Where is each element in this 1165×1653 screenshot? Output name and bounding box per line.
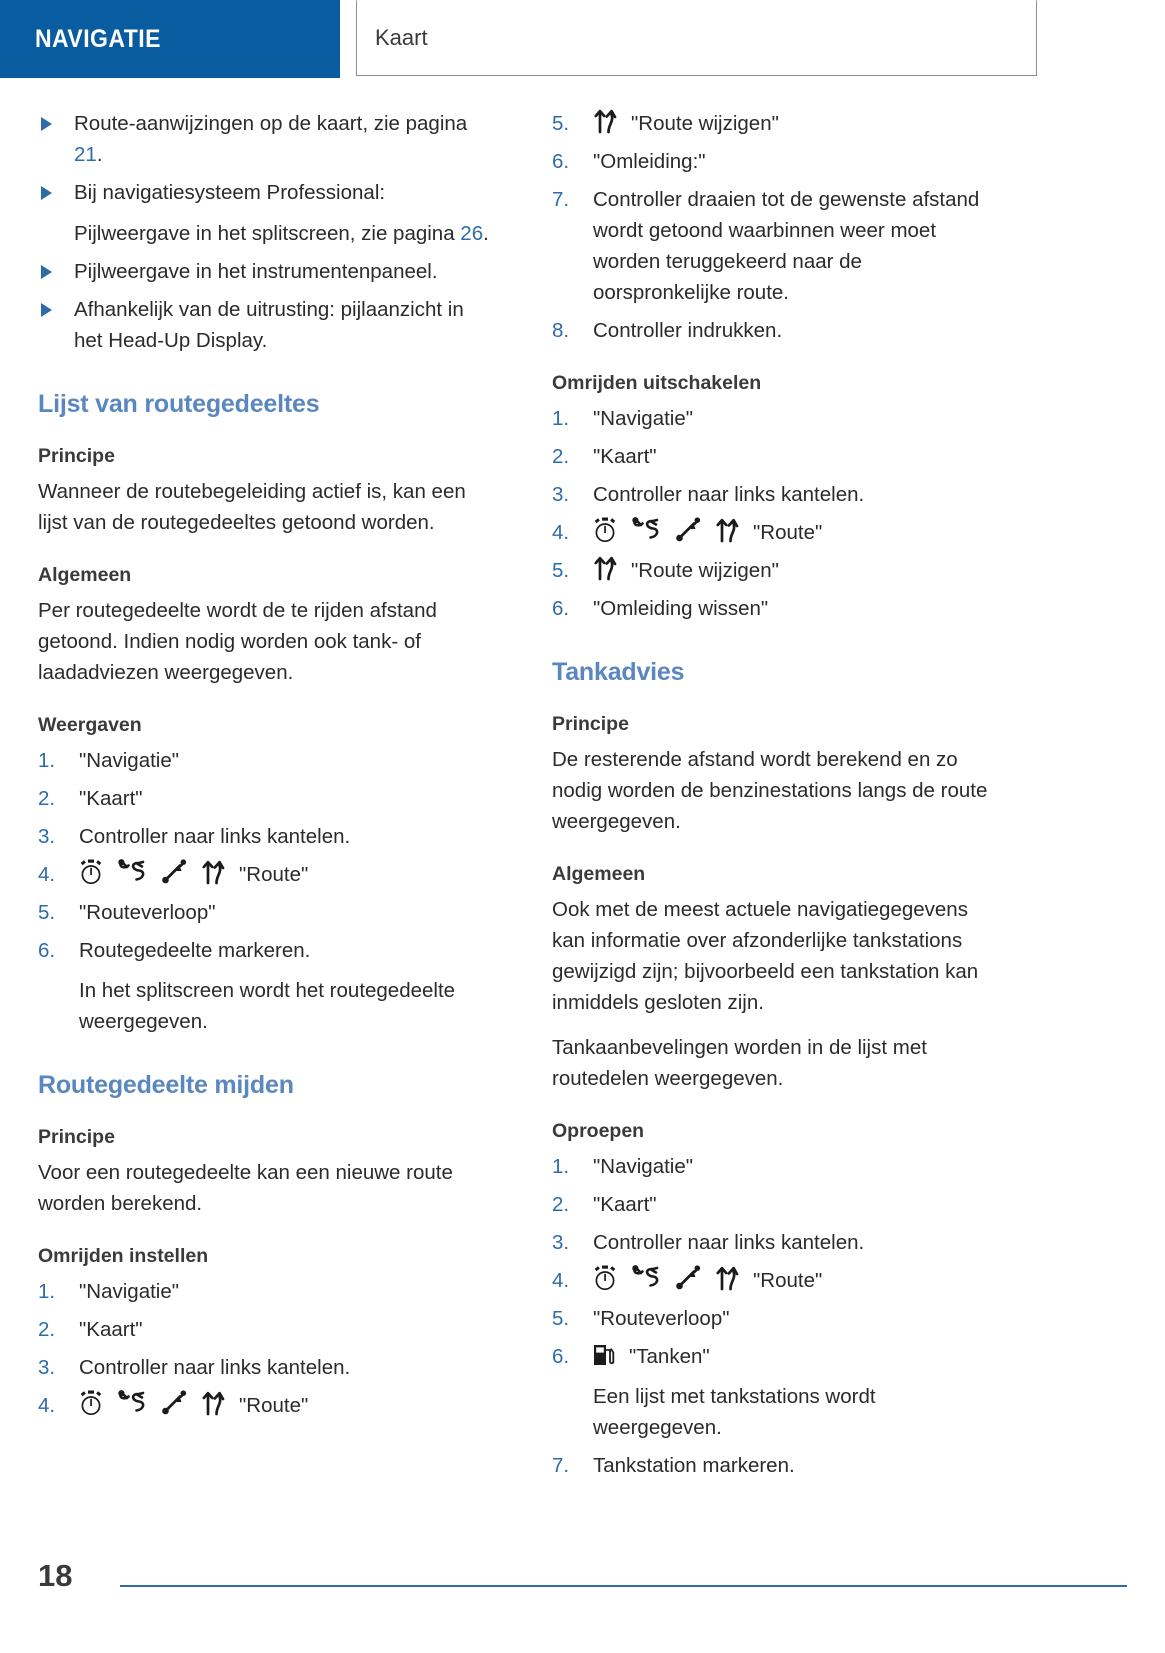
body-paragraph: Voor een routegedeelte kan een nieuwe route worden berekend.	[38, 1161, 453, 1215]
step-number: 1.	[552, 407, 570, 430]
step-number: 5.	[552, 559, 570, 582]
step-number: 1.	[38, 749, 56, 772]
triangle-bullet-list	[38, 108, 490, 356]
triangle-bullet-icon	[41, 117, 52, 131]
step-label: "Route"	[753, 1269, 823, 1292]
step-label: "Route wijzigen"	[631, 559, 779, 582]
step-number: 2.	[38, 787, 56, 810]
sub-heading: Weergaven	[38, 714, 142, 736]
section-heading: Routegedeelte mijden	[38, 1071, 294, 1099]
numbered-step	[38, 1390, 490, 1421]
numbered-step	[552, 441, 1004, 472]
step-label: "Routeverloop"	[593, 1307, 730, 1330]
numbered-step	[38, 783, 490, 814]
body-paragraph: Tankaanbevelingen worden in de lijst met routedelen weergegeven.	[552, 1036, 927, 1090]
numbered-list	[38, 745, 490, 1037]
sub-heading: Omrijden uitschakelen	[552, 372, 762, 394]
route-waypoints-icon	[161, 859, 187, 885]
chapter-tag-label: NAVIGATIE	[34, 24, 161, 53]
step-label: "Omleiding:"	[593, 150, 706, 173]
step-number: 7.	[552, 188, 570, 211]
step-number: 3.	[552, 483, 570, 506]
step-number: 3.	[552, 1231, 570, 1254]
numbered-step	[552, 517, 1004, 548]
numbered-step	[552, 108, 1004, 139]
numbered-step	[552, 315, 1004, 346]
step-number: 3.	[38, 825, 56, 848]
route-fork-icon	[593, 555, 617, 581]
stopwatch-icon	[593, 1265, 617, 1291]
numbered-step	[552, 555, 1004, 586]
winding-road-icon	[631, 517, 661, 543]
step-number: 5.	[552, 1307, 570, 1330]
step-number: 6.	[552, 150, 570, 173]
step-number: 4.	[38, 863, 56, 886]
bullet-text: Route-aanwijzingen op de kaart, zie pagina	[74, 112, 468, 135]
sub-heading: Principe	[38, 1126, 115, 1148]
sub-heading: Principe	[552, 713, 629, 735]
step-number: 6.	[38, 939, 56, 962]
step-label: Controller draaien tot de gewenste afstand wordt getoond waarbinnen weer moet worden teruggekeerd naar de oorspronkelijke route.	[593, 188, 980, 304]
numbered-step	[38, 745, 490, 776]
winding-road-icon	[117, 859, 147, 885]
step-label: "Route"	[239, 1394, 309, 1417]
numbered-step	[552, 146, 1004, 177]
step-label: Controller naar links kantelen.	[593, 1231, 865, 1254]
step-label: "Route wijzigen"	[631, 112, 779, 135]
step-number: 2.	[552, 1193, 570, 1216]
numbered-step	[38, 1276, 490, 1307]
numbered-step	[552, 1151, 1004, 1182]
step-label: Tankstation markeren.	[593, 1454, 795, 1477]
step-number: 4.	[38, 1394, 56, 1417]
step-label: "Kaart"	[79, 787, 143, 810]
triangle-bullet-icon	[41, 186, 52, 200]
step-label: Controller naar links kantelen.	[79, 1356, 351, 1379]
numbered-step	[38, 859, 490, 890]
bullet-item: Route-aanwijzingen op de kaart, zie pagina 21.	[38, 108, 490, 170]
winding-road-icon	[631, 1265, 661, 1291]
step-note: In het splitscreen wordt het routegedeelte weergegeven.	[79, 979, 456, 1033]
step-number: 6.	[552, 1345, 570, 1368]
step-label: "Navigatie"	[593, 407, 694, 430]
section-heading: Lijst van routegedeeltes	[38, 390, 320, 418]
triangle-bullet-icon	[41, 265, 52, 279]
sub-heading: Algemeen	[552, 863, 646, 885]
route-fork-icon	[715, 517, 739, 543]
step-number: 1.	[38, 1280, 56, 1303]
step-number: 1.	[552, 1155, 570, 1178]
numbered-step	[552, 1450, 1004, 1481]
step-number: 4.	[552, 1269, 570, 1292]
route-waypoints-icon	[675, 517, 701, 543]
numbered-step	[552, 403, 1004, 434]
step-label: "Route"	[753, 521, 823, 544]
stopwatch-icon	[79, 1390, 103, 1416]
step-label: "Tanken"	[629, 1345, 710, 1368]
route-waypoints-icon	[675, 1265, 701, 1291]
step-label: Routegedeelte markeren.	[79, 939, 311, 962]
route-waypoints-icon	[161, 1390, 187, 1416]
numbered-step	[38, 1352, 490, 1383]
bullet-subline: Pijlweergave in het splitscreen, zie pagina 26.	[74, 222, 489, 245]
sub-heading: Omrijden instellen	[38, 1245, 209, 1267]
numbered-step	[552, 1265, 1004, 1296]
body-paragraph: Wanneer de routebegeleiding actief is, kan een lijst van de routegedeeltes getoond worden.	[38, 480, 466, 534]
step-label: "Omleiding wissen"	[593, 597, 769, 620]
numbered-step	[38, 821, 490, 852]
footer-rule	[120, 1585, 1127, 1587]
page-reference[interactable]: 21	[74, 143, 97, 166]
route-fork-icon	[715, 1265, 739, 1291]
stopwatch-icon	[79, 859, 103, 885]
page-reference[interactable]: 26	[460, 222, 484, 245]
step-note: Een lijst met tankstations wordt weergegeven.	[593, 1385, 876, 1439]
numbered-step	[552, 184, 1004, 308]
body-paragraph: De resterende afstand wordt berekend en zo nodig worden de benzinestations langs de route weergegeven.	[552, 748, 988, 833]
step-number: 2.	[552, 445, 570, 468]
step-number: 2.	[38, 1318, 56, 1341]
numbered-step	[38, 1314, 490, 1345]
left-column	[38, 108, 490, 1488]
route-fork-icon	[593, 108, 617, 134]
step-number: 5.	[38, 901, 56, 924]
triangle-bullet-icon	[41, 303, 52, 317]
bullet-text: Bij navigatiesysteem Professional:	[74, 181, 386, 204]
step-label: Controller naar links kantelen.	[79, 825, 351, 848]
numbered-step	[552, 1189, 1004, 1220]
step-label: "Routeverloop"	[79, 901, 216, 924]
step-number: 8.	[552, 319, 570, 342]
step-number: 7.	[552, 1454, 570, 1477]
body-paragraph: Ook met de meest actuele navigatiegegevens kan informatie over afzonderlijke tankstations gewijzigd zijn; bijvoorbeeld een tankstation kan inmiddels gesloten zijn.	[552, 898, 979, 1014]
breadcrumb-label: Kaart	[375, 25, 428, 50]
numbered-step	[552, 1303, 1004, 1334]
step-number: 3.	[38, 1356, 56, 1379]
numbered-step	[552, 593, 1004, 624]
section-heading: Tankadvies	[552, 658, 685, 686]
step-label: "Kaart"	[593, 1193, 657, 1216]
numbered-list	[552, 1151, 1004, 1481]
winding-road-icon	[117, 1390, 147, 1416]
step-number: 4.	[552, 521, 570, 544]
step-label: Controller indrukken.	[593, 319, 783, 342]
content-columns	[0, 108, 1165, 1488]
sub-heading: Oproepen	[552, 1120, 645, 1142]
sub-heading: Principe	[38, 445, 115, 467]
bullet-text: Afhankelijk van de uitrusting: pijlaanzicht in het Head-Up Display.	[74, 298, 464, 352]
page-header	[0, 0, 1165, 78]
route-fork-icon	[201, 1390, 225, 1416]
page-footer	[38, 1560, 1127, 1591]
page-number: 18	[38, 1558, 73, 1593]
step-label: "Route"	[239, 863, 309, 886]
numbered-list	[552, 403, 1004, 624]
step-number: 6.	[552, 597, 570, 620]
right-column	[552, 108, 1004, 1488]
step-label: "Navigatie"	[593, 1155, 694, 1178]
fuel-pump-icon	[593, 1343, 615, 1367]
numbered-list	[38, 1276, 490, 1421]
numbered-step	[552, 479, 1004, 510]
body-paragraph: Per routegedeelte wordt de te rijden afstand getoond. Indien nodig worden ook tank- of laadadviezen weergegeven.	[38, 599, 437, 684]
numbered-step	[38, 935, 490, 1037]
bullet-item	[38, 294, 490, 356]
chapter-tag	[0, 0, 340, 78]
step-label: "Kaart"	[79, 1318, 143, 1341]
bullet-item	[38, 177, 490, 249]
numbered-list	[552, 108, 1004, 346]
numbered-step	[552, 1227, 1004, 1258]
step-label: "Navigatie"	[79, 749, 180, 772]
breadcrumb-tab	[356, 0, 1037, 76]
numbered-step	[38, 897, 490, 928]
route-fork-icon	[201, 859, 225, 885]
numbered-step	[552, 1341, 1004, 1443]
sub-heading: Algemeen	[38, 564, 132, 586]
stopwatch-icon	[593, 517, 617, 543]
step-label: "Kaart"	[593, 445, 657, 468]
bullet-text: Pijlweergave in het instrumentenpaneel.	[74, 260, 438, 283]
step-label: "Navigatie"	[79, 1280, 180, 1303]
bullet-item	[38, 256, 490, 287]
step-number: 5.	[552, 112, 570, 135]
step-label: Controller naar links kantelen.	[593, 483, 865, 506]
